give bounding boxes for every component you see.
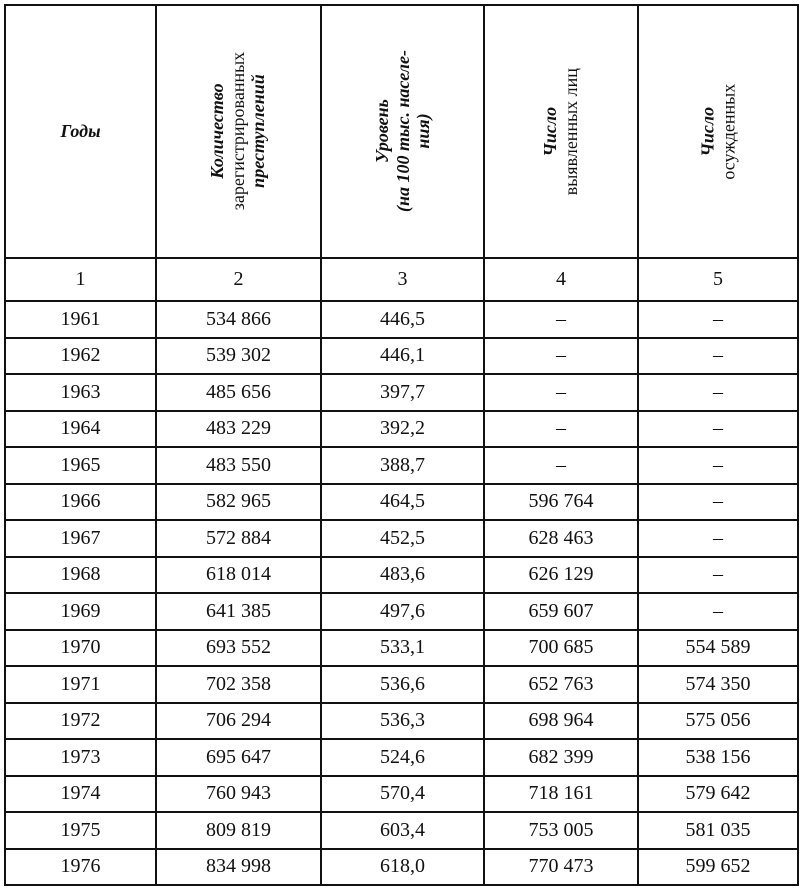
cell-level: 603,4 (321, 812, 484, 849)
cell-level: 392,2 (321, 411, 484, 448)
cell-identified-persons: – (484, 374, 638, 411)
cell-identified-persons: 652 763 (484, 666, 638, 703)
cell-identified-persons: 626 129 (484, 557, 638, 594)
cell-identified-persons: 700 685 (484, 630, 638, 667)
cell-convicted: 574 350 (638, 666, 798, 703)
cell-year: 1968 (5, 557, 156, 594)
cell-registered-crimes: 539 302 (156, 338, 321, 375)
cell-convicted: – (638, 593, 798, 630)
cell-year: 1962 (5, 338, 156, 375)
cell-level: 618,0 (321, 849, 484, 886)
cell-level: 536,6 (321, 666, 484, 703)
header-convicted (638, 5, 798, 258)
header-line: (на 100 тыс. населе- (392, 50, 413, 213)
cell-convicted: – (638, 520, 798, 557)
cell-identified-persons: – (484, 338, 638, 375)
cell-identified-persons: – (484, 447, 638, 484)
cell-registered-crimes: 534 866 (156, 301, 321, 338)
cell-level: 397,7 (321, 374, 484, 411)
cell-registered-crimes: 834 998 (156, 849, 321, 886)
cell-convicted: – (638, 338, 798, 375)
cell-registered-crimes: 572 884 (156, 520, 321, 557)
header-line: Число (540, 106, 561, 157)
column-number: 5 (638, 258, 798, 301)
cell-year: 1975 (5, 812, 156, 849)
cell-year: 1966 (5, 484, 156, 521)
cell-identified-persons: 770 473 (484, 849, 638, 886)
header-registered-crimes (156, 5, 321, 258)
cell-year: 1964 (5, 411, 156, 448)
table-row (5, 557, 798, 594)
cell-year: 1963 (5, 374, 156, 411)
table-row (5, 849, 798, 886)
cell-convicted: 538 156 (638, 739, 798, 776)
column-number: 4 (484, 258, 638, 301)
column-number: 3 (321, 258, 484, 301)
cell-convicted: – (638, 484, 798, 521)
table-row (5, 338, 798, 375)
header-line: Число (697, 106, 718, 157)
table-row (5, 739, 798, 776)
cell-level: 536,3 (321, 703, 484, 740)
table-row (5, 666, 798, 703)
table-body (5, 301, 798, 885)
cell-convicted: – (638, 411, 798, 448)
header-line: Количество (207, 83, 228, 180)
cell-convicted: – (638, 447, 798, 484)
table-row (5, 484, 798, 521)
table-row (5, 630, 798, 667)
cell-identified-persons: 659 607 (484, 593, 638, 630)
cell-level: 533,1 (321, 630, 484, 667)
header-line: выявленных лиц (561, 67, 581, 195)
cell-level: 524,6 (321, 739, 484, 776)
header-line: зарегистрированных (228, 52, 249, 211)
cell-convicted: 581 035 (638, 812, 798, 849)
column-number: 2 (156, 258, 321, 301)
cell-identified-persons: – (484, 301, 638, 338)
cell-identified-persons: 628 463 (484, 520, 638, 557)
cell-convicted: 599 652 (638, 849, 798, 886)
cell-level: 570,4 (321, 776, 484, 813)
cell-level: 464,5 (321, 484, 484, 521)
cell-registered-crimes: 760 943 (156, 776, 321, 813)
table-row (5, 374, 798, 411)
cell-registered-crimes: 641 385 (156, 593, 321, 630)
cell-level: 388,7 (321, 447, 484, 484)
header-level (321, 5, 484, 258)
header-years: Годы (5, 5, 156, 258)
column-number-row (5, 258, 798, 301)
cell-year: 1972 (5, 703, 156, 740)
cell-year: 1974 (5, 776, 156, 813)
cell-year: 1967 (5, 520, 156, 557)
table-row (5, 776, 798, 813)
cell-registered-crimes: 618 014 (156, 557, 321, 594)
table-row (5, 301, 798, 338)
cell-level: 452,5 (321, 520, 484, 557)
cell-registered-crimes: 702 358 (156, 666, 321, 703)
cell-registered-crimes: 485 656 (156, 374, 321, 411)
table-row (5, 593, 798, 630)
cell-registered-crimes: 809 819 (156, 812, 321, 849)
cell-registered-crimes: 706 294 (156, 703, 321, 740)
cell-identified-persons: 596 764 (484, 484, 638, 521)
cell-convicted: – (638, 301, 798, 338)
cell-level: 497,6 (321, 593, 484, 630)
cell-convicted: – (638, 374, 798, 411)
crime-statistics-table (4, 4, 799, 886)
cell-registered-crimes: 695 647 (156, 739, 321, 776)
cell-convicted: – (638, 557, 798, 594)
header-line: ния) (413, 113, 434, 149)
cell-identified-persons: 718 161 (484, 776, 638, 813)
column-number: 1 (5, 258, 156, 301)
table-row (5, 447, 798, 484)
cell-year: 1961 (5, 301, 156, 338)
cell-registered-crimes: 483 550 (156, 447, 321, 484)
table-row (5, 812, 798, 849)
cell-identified-persons: 682 399 (484, 739, 638, 776)
cell-convicted: 579 642 (638, 776, 798, 813)
cell-level: 446,5 (321, 301, 484, 338)
cell-identified-persons: 698 964 (484, 703, 638, 740)
cell-registered-crimes: 483 229 (156, 411, 321, 448)
cell-level: 446,1 (321, 338, 484, 375)
table-row (5, 703, 798, 740)
header-line: преступлений (248, 74, 269, 189)
header-identified-persons (484, 5, 638, 258)
cell-identified-persons: – (484, 411, 638, 448)
cell-convicted: 575 056 (638, 703, 798, 740)
cell-convicted: 554 589 (638, 630, 798, 667)
header-line: осужденных (718, 83, 738, 180)
cell-identified-persons: 753 005 (484, 812, 638, 849)
cell-year: 1970 (5, 630, 156, 667)
cell-year: 1976 (5, 849, 156, 886)
table-row (5, 520, 798, 557)
cell-year: 1965 (5, 447, 156, 484)
table-row (5, 411, 798, 448)
cell-registered-crimes: 582 965 (156, 484, 321, 521)
header-row (5, 5, 798, 258)
cell-registered-crimes: 693 552 (156, 630, 321, 667)
header-line: Уровень (371, 99, 392, 164)
cell-level: 483,6 (321, 557, 484, 594)
cell-year: 1969 (5, 593, 156, 630)
cell-year: 1973 (5, 739, 156, 776)
cell-year: 1971 (5, 666, 156, 703)
